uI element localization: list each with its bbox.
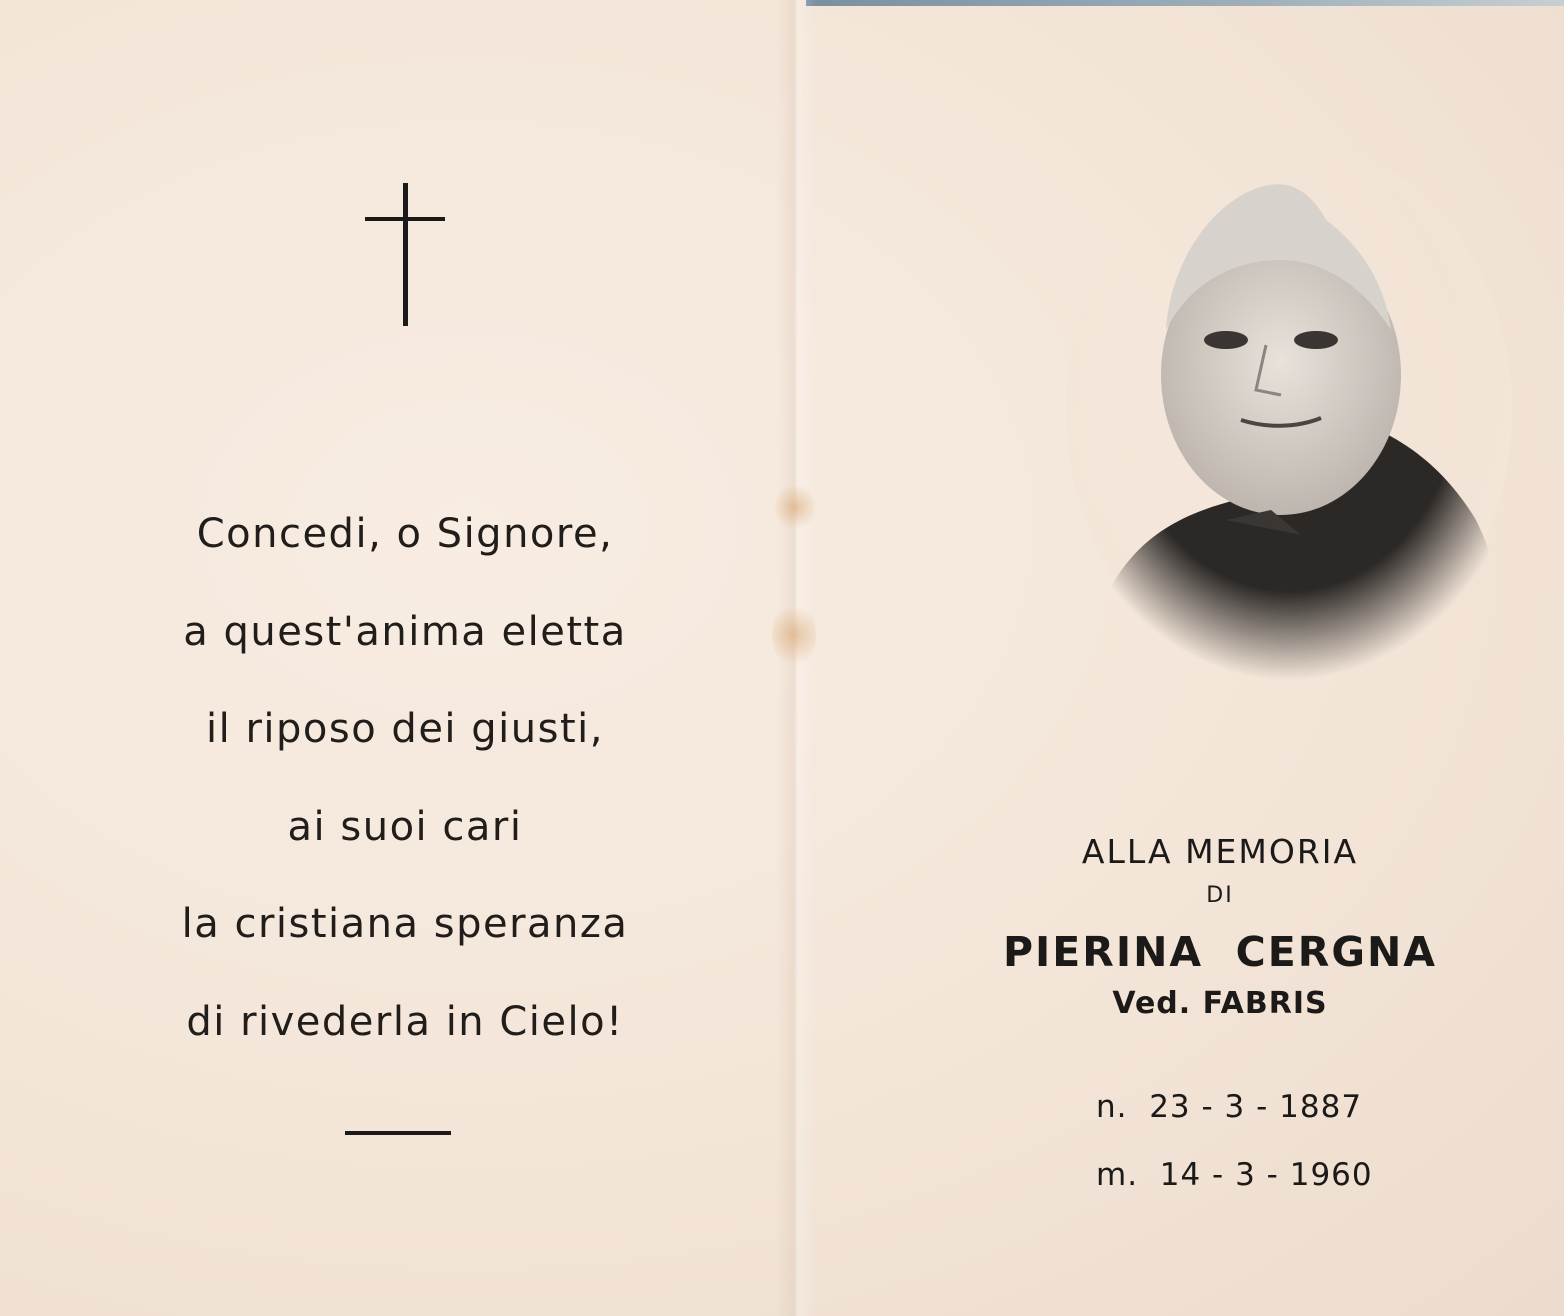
prayer-text	[100, 486, 710, 1071]
birth-date: n. 23 - 3 - 1887	[1096, 1089, 1363, 1125]
widow-subtitle: Ved. FABRIS	[1112, 986, 1328, 1021]
portrait-photo	[1066, 140, 1512, 680]
prayer-line: Concedi, o Signore,	[196, 511, 614, 557]
prayer-line: il riposo dei giusti,	[206, 706, 604, 752]
latin-cross-icon	[365, 183, 445, 326]
stain-spot	[775, 482, 815, 532]
memoria-heading: ALLA MEMORIA	[1081, 832, 1359, 871]
prayer-line: la cristiana speranza	[181, 901, 629, 947]
death-date: m. 14 - 3 - 1960	[1096, 1157, 1373, 1193]
stain-spot	[772, 600, 816, 670]
card-top-edge	[806, 0, 1564, 6]
closing-rule	[345, 1131, 451, 1135]
deceased-name: PIERINA CERGNA	[1002, 928, 1438, 976]
prayer-line: ai suoi cari	[287, 803, 523, 850]
life-dates	[1096, 1073, 1373, 1209]
di-label: DI	[1206, 883, 1234, 908]
prayer-line: di rivederla in Cielo!	[186, 998, 624, 1045]
prayer-line: a quest'anima eletta	[183, 608, 627, 655]
